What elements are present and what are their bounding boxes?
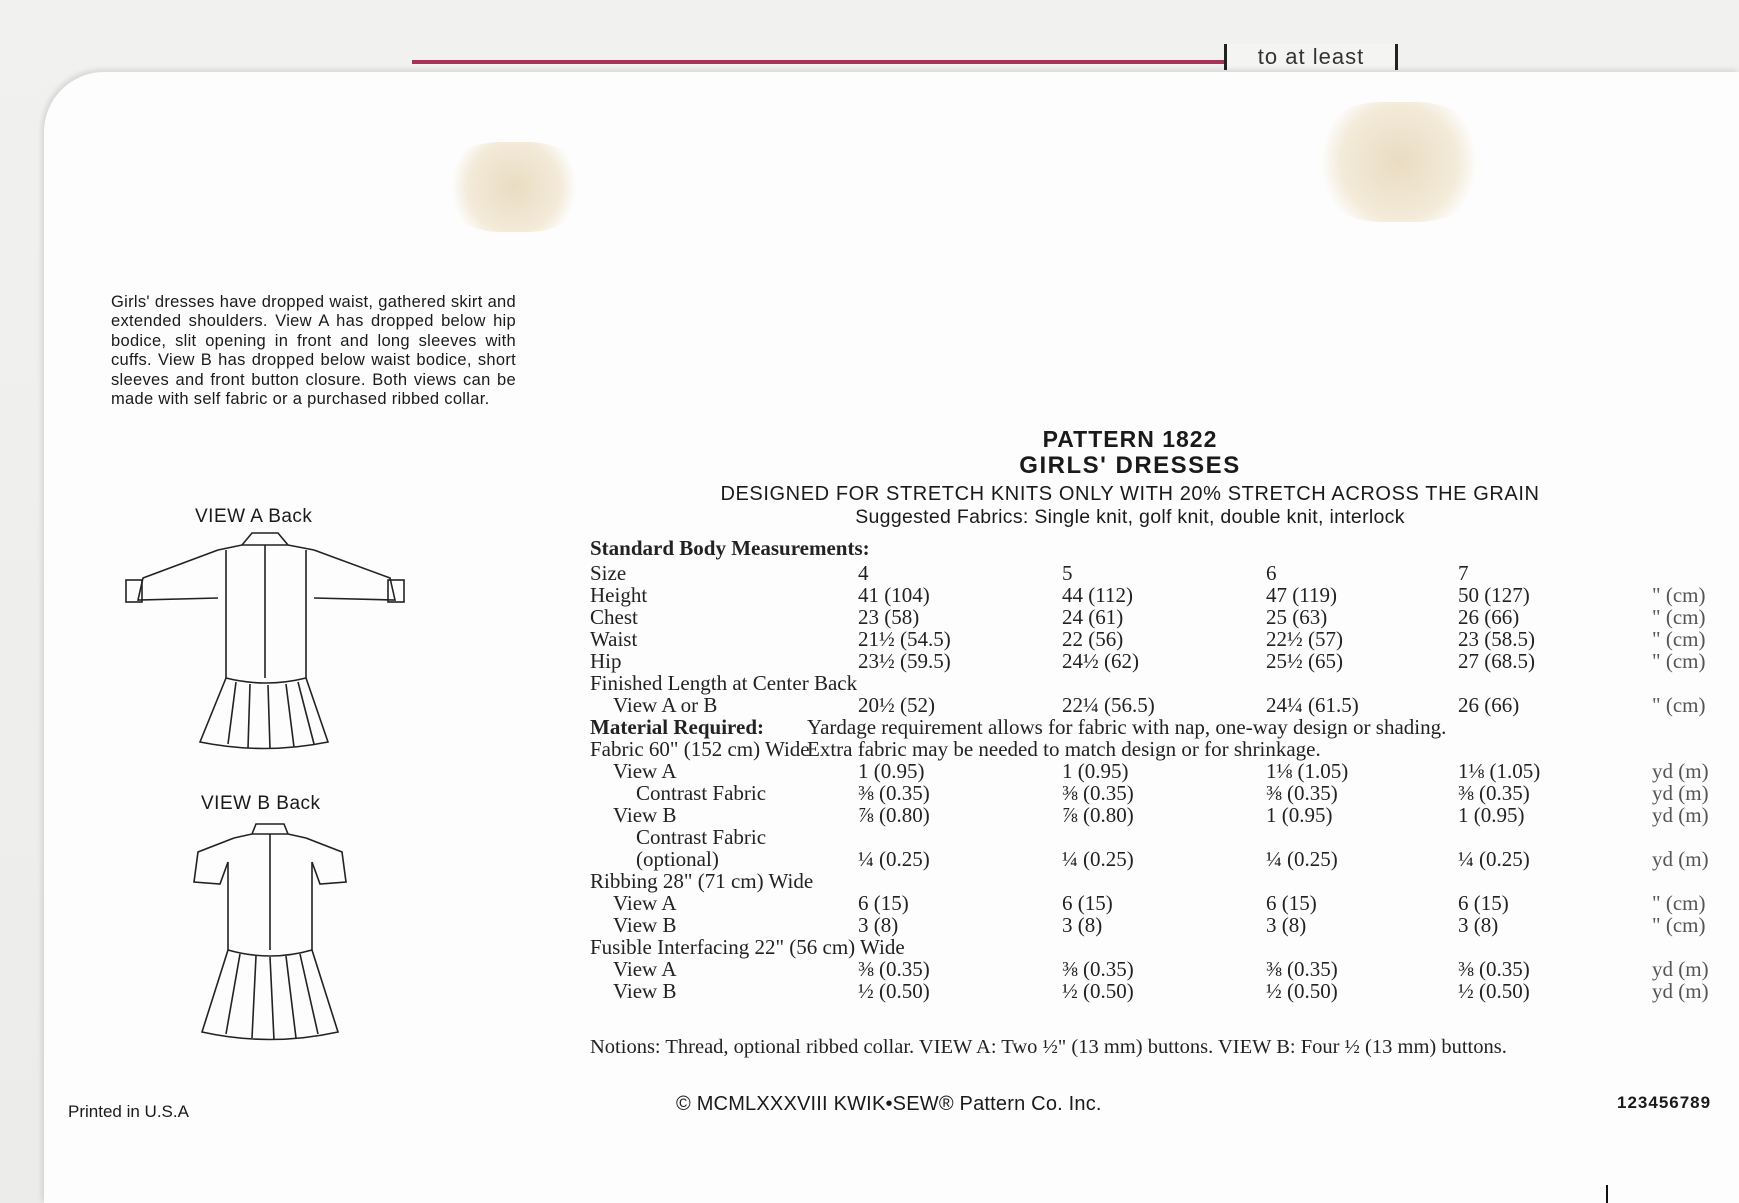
row-label: View B: [613, 803, 677, 827]
table-cell: 50 (127): [1458, 583, 1530, 607]
printed-in-usa: Printed in U.S.A: [68, 1102, 189, 1121]
row-label: Standard Body Measurements:: [590, 536, 870, 560]
row-label: Finished Length at Center Back: [590, 671, 858, 695]
table-cell: 24 (61): [1062, 605, 1124, 629]
table-cell: 24½ (62): [1062, 649, 1139, 673]
table-cell: 6 (15): [1458, 891, 1509, 915]
table-cell: ¼ (0.25): [1062, 847, 1134, 871]
unit-label: " (cm): [1652, 583, 1706, 607]
table-cell: 23½ (59.5): [858, 649, 951, 673]
table-cell: ⅜ (0.35): [858, 781, 930, 805]
unit-label: " (cm): [1652, 891, 1706, 915]
table-cell: ½ (0.50): [858, 979, 930, 1003]
table-cell: 22 (56): [1062, 627, 1124, 651]
material-note-2: Extra fabric may be needed to match design or for shrinkage.: [807, 737, 1321, 761]
top-strip: [412, 44, 1398, 70]
table-cell: 44 (112): [1062, 583, 1133, 607]
view-b-back-illustration: [190, 822, 350, 1044]
row-label: View A or B: [613, 693, 718, 717]
row-label: View B: [613, 979, 677, 1003]
unit-label: " (cm): [1652, 693, 1706, 717]
unit-label: " (cm): [1652, 627, 1706, 651]
table-cell: ⅞ (0.80): [1062, 803, 1134, 827]
unit-label: yd (m): [1652, 847, 1709, 871]
view-a-back-illustration: [118, 530, 410, 758]
table-cell: 26 (66): [1458, 693, 1520, 717]
row-label: View A: [613, 957, 677, 981]
pattern-name: GIRLS' DRESSES: [1019, 452, 1241, 479]
row-label: Waist: [590, 627, 638, 651]
unit-label: " (cm): [1652, 913, 1706, 937]
row-label: Contrast Fabric: [636, 825, 767, 849]
table-cell: ½ (0.50): [1458, 979, 1530, 1003]
row-label: (optional): [636, 847, 719, 871]
unit-label: " (cm): [1652, 605, 1706, 629]
table-cell: ⅜ (0.35): [1062, 957, 1134, 981]
table-cell: 3 (8): [858, 913, 899, 937]
registration-mark: [1606, 1185, 1608, 1203]
table-cell: 47 (119): [1266, 583, 1337, 607]
table-cell: ½ (0.50): [1062, 979, 1134, 1003]
table-cell: ½ (0.50): [1266, 979, 1338, 1003]
table-cell: ⅜ (0.35): [1266, 957, 1338, 981]
table-cell: 6: [1266, 561, 1277, 585]
table-cell: 4: [858, 561, 869, 585]
table-cell: 1⅛ (1.05): [1458, 759, 1541, 783]
notions: Notions: Thread, optional ribbed collar. VIEW A: Two ½" (13 mm) buttons. VIEW B: Four ½ (13 mm) buttons.: [590, 1036, 1507, 1058]
table-cell: 25 (63): [1266, 605, 1328, 629]
table-cell: 1 (0.95): [858, 759, 925, 783]
row-label: View B: [613, 913, 677, 937]
table-cell: 26 (66): [1458, 605, 1520, 629]
material-note: Yardage requirement allows for fabric with nap, one-way design or shading.: [807, 715, 1447, 739]
row-label: Height: [590, 583, 648, 607]
table-cell: 41 (104): [858, 583, 930, 607]
stain: [1314, 102, 1484, 222]
unit-label: yd (m): [1652, 979, 1709, 1003]
view-b-label: VIEW B Back: [201, 793, 321, 814]
table-cell: 1 (0.95): [1062, 759, 1129, 783]
table-cell: 25½ (65): [1266, 649, 1343, 673]
table-cell: 22¼ (56.5): [1062, 693, 1155, 717]
row-label: Contrast Fabric: [636, 781, 767, 805]
table-cell: 23 (58): [858, 605, 920, 629]
table-cell: ⅜ (0.35): [858, 957, 930, 981]
designed-for: DESIGNED FOR STRETCH KNITS ONLY WITH 20% STRETCH ACROSS THE GRAIN: [720, 483, 1540, 505]
table-cell: ⅜ (0.35): [1266, 781, 1338, 805]
table-cell: ⅜ (0.35): [1458, 957, 1530, 981]
table-cell: ¼ (0.25): [1458, 847, 1530, 871]
copyright: © MCMLXXXVIII KWIK•SEW® Pattern Co. Inc.: [676, 1093, 1102, 1115]
row-label: Fusible Interfacing 22" (56 cm) Wide: [590, 935, 905, 959]
table-cell: 6 (15): [1062, 891, 1113, 915]
table-cell: ⅞ (0.80): [858, 803, 930, 827]
row-label: Hip: [590, 649, 622, 673]
table-cell: 3 (8): [1266, 913, 1307, 937]
table-cell: 27 (68.5): [1458, 649, 1535, 673]
table-cell: 7: [1458, 561, 1469, 585]
row-label: View A: [613, 759, 677, 783]
row-label: Chest: [590, 605, 638, 629]
table-cell: 1 (0.95): [1458, 803, 1525, 827]
barcode-number: 123456789: [1617, 1093, 1712, 1112]
table-cell: ⅜ (0.35): [1458, 781, 1530, 805]
table-cell: 3 (8): [1458, 913, 1499, 937]
unit-label: yd (m): [1652, 759, 1709, 783]
view-a-label: VIEW A Back: [195, 506, 313, 527]
unit-label: yd (m): [1652, 803, 1709, 827]
row-label: Size: [590, 561, 627, 585]
unit-label: yd (m): [1652, 781, 1709, 805]
row-label: Ribbing 28" (71 cm) Wide: [590, 869, 814, 893]
table-cell: 6 (15): [1266, 891, 1317, 915]
unit-label: " (cm): [1652, 649, 1706, 673]
table-cell: 23 (58.5): [1458, 627, 1535, 651]
table-cell: 24¼ (61.5): [1266, 693, 1359, 717]
table-cell: ⅜ (0.35): [1062, 781, 1134, 805]
table-cell: 21½ (54.5): [858, 627, 951, 651]
description: Girls' dresses have dropped waist, gathered skirt and extended shoulders. View A has dropped below hip bodice, slit opening in front and long sleeves with cuffs. View B has dropped below waist bodice, short sleeves and front button closure. Both views can be made with self fabric or a purchased ribbed collar.: [111, 293, 516, 409]
table-cell: 5: [1062, 561, 1073, 585]
table-cell: 1 (0.95): [1266, 803, 1333, 827]
top-strip-text: to at least: [1224, 44, 1398, 70]
table-cell: 6 (15): [858, 891, 909, 915]
stain: [444, 142, 584, 232]
row-label: Fabric 60" (152 cm) Wide: [590, 737, 810, 761]
table-cell: 1⅛ (1.05): [1266, 759, 1349, 783]
table-cell: 3 (8): [1062, 913, 1103, 937]
table-cell: ¼ (0.25): [858, 847, 930, 871]
suggested-fabrics: Suggested Fabrics: Single knit, golf knit, double knit, interlock: [855, 506, 1405, 528]
pattern-number: PATTERN 1822: [1042, 426, 1218, 452]
table-cell: 22½ (57): [1266, 627, 1343, 651]
table-cell: ¼ (0.25): [1266, 847, 1338, 871]
row-label: View A: [613, 891, 677, 915]
table-cell: 20½ (52): [858, 693, 935, 717]
row-label: Material Required:: [590, 715, 764, 739]
unit-label: yd (m): [1652, 957, 1709, 981]
